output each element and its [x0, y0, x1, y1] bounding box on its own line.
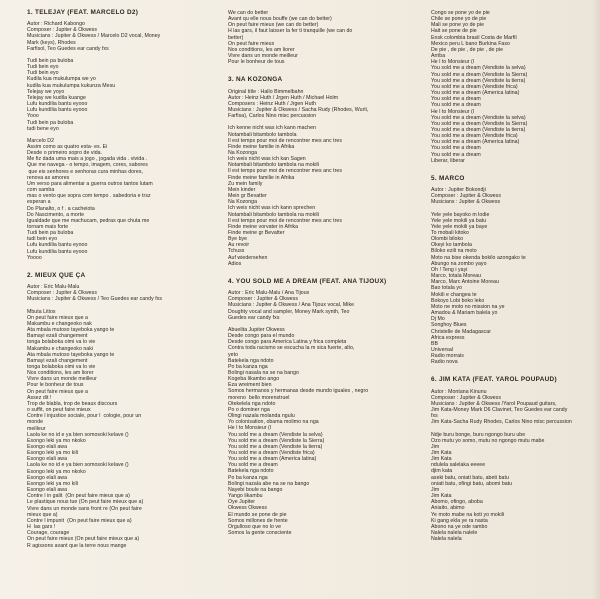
song-credits: [27, 21, 207, 52]
lyric-line: Jim Kata: [431, 456, 452, 463]
lyric-line: Tudi bein pa buloba: [27, 230, 74, 237]
lyric-line: You sold me a dream (Vendiste la tierra): [228, 443, 323, 450]
lyric-line: Esongo elali awa: [27, 474, 68, 481]
lyric-line: Desde congo para America Latina y frica completa: [228, 339, 347, 346]
lyric-line: Assim como as quatro esta- es. Ei: [27, 143, 108, 150]
song-title: 2. MIEUX QUE ÇA: [27, 271, 86, 279]
lyric-line: Tudi bein eyo: [27, 64, 59, 71]
lyric-line: Na Kozonga: [228, 149, 258, 156]
song-section: [27, 10, 207, 261]
lyric-line: Il est temps pour moi de rencontrer mes anc tres: [228, 168, 342, 175]
lyric-line: Ata mbala mutoso tayeboka yango te: [27, 327, 115, 334]
lyric-line: Batekela nga ndoto: [228, 357, 274, 364]
credit-line: Musicians : Jupiter & Okwess / Sacha Rudy (Rhodes, Wurli,: [228, 107, 369, 114]
lyric-line: meilleur: [27, 425, 46, 432]
lyric-line: Avant qu elle nous bouffe (we can do better): [228, 16, 332, 23]
lyric-line: You sold me a dream: [431, 102, 481, 109]
lyric-line: You sold me a dream (Vendiste la Sierra): [431, 120, 528, 127]
lyric-line: Po ba kanza nga: [228, 474, 268, 481]
lyric-line: Bokoyo Lobi boko leko: [431, 297, 485, 304]
lyric-line: You sold me a dream (Vendiste la tierra): [431, 126, 526, 133]
lyric-line: You sold me a dream (Vendiste la selva): [228, 431, 323, 438]
lyric-line: Le plastique nous tue (On peut faire mieux que a): [27, 499, 144, 506]
lyric-line: Lufu kundilia bantu eyooo: [27, 107, 88, 114]
lyric-line: tonga bolaboka oimi va lo vie: [27, 363, 96, 370]
lyric-line: On peut faire mieux que a: [27, 314, 88, 321]
credit-line: Composer : Jupiter & Okwess: [228, 296, 298, 303]
lyric-line: Okeyi ko tambola: [431, 242, 472, 249]
lyric-line: Laola ke no id e ya bien somosoki kelave (): [27, 462, 129, 469]
lyric-line: oniati batu, ofingi batu, abomi batu: [431, 480, 513, 487]
lyric-line: Otekelela nga ndoto: [228, 400, 276, 407]
credit-line: Autor : Jupiter Bokondji: [431, 187, 486, 194]
lyric-line: Kudila kua mukulumpa we yo: [27, 76, 96, 83]
lyric-line: Jim: [431, 486, 440, 493]
lyric-line: Dj Mo: [431, 316, 445, 323]
lyric-line: Au revoir: [228, 242, 250, 249]
lyric-line: Bye bye: [228, 236, 248, 243]
lyric-line: You sold me a dream: [431, 96, 481, 103]
lyric-line: You sold me a dream (Vendiste la Sierra): [431, 71, 528, 78]
lyric-line: Yo colonisation, obama molimo na nga: [228, 419, 319, 426]
lyric-line: Mokili e changea te: [431, 291, 477, 298]
song-credits: [27, 284, 207, 302]
lyric-line: Mbuta Litios: [27, 308, 56, 315]
lyric-line: Abono na ye ode rambo: [431, 523, 488, 530]
lyric-line: You sold me a dream (America latina): [431, 90, 520, 97]
lyric-line: Me fiz dada uma mais a jogo , jogada vida . vivida .: [27, 156, 148, 163]
lyric-line: Marcelo D2: [27, 137, 55, 144]
song-section: [27, 273, 207, 549]
lyric-line: You sold me a dream: [228, 462, 278, 469]
lyric-line: Moto na bise okenda bokilo azongako te: [431, 254, 526, 261]
lyric-line: Mein gr Bevatter: [228, 193, 267, 200]
credit-line: Composer : Jupiter & Okwess: [431, 193, 501, 200]
lyric-line: tudi bein eyo: [27, 236, 58, 243]
lyric-line: tonga bolaboka oimi va lo vie: [27, 339, 96, 346]
lyric-line: o suffit, on peut faire mieux: [27, 407, 91, 414]
song-title: 6. JIM KATA (FEAT. YAROL POUPAUD): [431, 376, 557, 384]
credit-line: Composer : Jupiter & Okwess: [431, 394, 501, 401]
lyric-line: H las gars !: [27, 524, 56, 531]
lyric-line: Que me navega - o tempo, imagem, cores, sabores: [27, 162, 148, 169]
lyric-line: Contra toda racismo se escucha la m sica fuerte, alto,: [228, 345, 355, 352]
lyric-line: Contre l impunit (On peut faire mieux que a): [27, 517, 132, 524]
lyric-line: Pour le bonheur de tous: [228, 59, 285, 66]
lyric-line: Contre l injustice sociale, pour l cologie, pour un: [27, 413, 142, 420]
lyric-line: Bamayi ezali changement: [27, 333, 88, 340]
lyric-line: djim kata: [431, 468, 453, 475]
song-section: [228, 10, 408, 65]
lyric-line: Ensk colombia brasil Costa de Marfil: [431, 34, 517, 41]
lyric-line: Nos conditions, les am liorer: [27, 370, 94, 377]
credit-line: Musicians : Jupiter & Okwess / Ana Tijoux vocal, Mike: [228, 302, 355, 309]
lyric-line: Tudi bein pa buloba: [27, 119, 74, 126]
lyric-line: Liberar, liberar: [431, 157, 465, 164]
lyric-line: To mobali kitoko: [431, 230, 469, 236]
lyric-line: Igualdade que me machucam, pedras que chuta me: [27, 217, 150, 224]
lyric-line: mas o vento que sopra com tempo . sabedoria e trsz: [27, 193, 151, 200]
lyric-line: You sold me a dream (America latina): [228, 456, 317, 463]
lyric-line: Makambu e changeoko nak: [27, 320, 92, 327]
lyric-line: Bolingi nazala abe na se na bango: [228, 480, 310, 487]
lyric-line: Ata mbala mutoso tayeboka yango te: [27, 351, 115, 358]
credit-line: Jim Kata-Sacha Rudy Rhodes, Carlos Nino misc percussion: [431, 419, 572, 426]
lyric-line: We can do better: [228, 10, 269, 16]
credit-line: Original title : Hallo Bimmelbahn: [228, 88, 304, 95]
lyric-line: Ich kenne nicht was ich kann machen: [228, 125, 316, 132]
credit-line: Composer : Jupiter & Okwess: [27, 290, 97, 297]
song-section: [228, 279, 408, 536]
lyric-line: Desde congo para el mundo: [228, 333, 295, 340]
lyric-line: Esongo leki ya mo nkoko: [27, 437, 86, 444]
lyric-line: Um verso para alimentar a guerra outros tantos lutam: [27, 180, 153, 187]
credit-line: Mark (keys), Rhodes: [27, 39, 76, 46]
lyric-line: Biloko ezili na moto: [431, 248, 477, 255]
lyric-line: Ki gang ekla ye ra nasta: [431, 517, 488, 524]
lyric-line: Bao totala yo: [431, 285, 462, 292]
lyric-line: You sold me a dream (Vendiste la selva): [431, 65, 526, 72]
lyric-line: BB: [431, 340, 439, 347]
lyric-line: Auf wiedersehen: [228, 254, 268, 261]
credit-line: Jim Kata-Money Mark D6 Clavinet, Teo Guedes ear candy: [431, 407, 568, 414]
credit-line: Autor : Eric Malu-Malu / Ana Tijoux: [228, 290, 310, 297]
song-title: 5. MARCO: [431, 174, 465, 182]
lyric-line: yeto: [228, 351, 239, 358]
lyric-line: moreno bello morenstruel: [228, 394, 290, 401]
lyric-line: renova as amores: [27, 174, 70, 181]
lyric-line: Batekela nga ndoto: [228, 468, 274, 475]
lyric-line: Makambu e changeoko naki: [27, 345, 94, 352]
lyric-line: Desde o primeiro sopro de vida.: [27, 150, 103, 157]
credit-line: Autor : Heinz Huth / Jrgen Huth / Michael Holm: [228, 94, 339, 101]
lyric-line: com samba: [27, 187, 55, 194]
song-section: [431, 377, 596, 542]
lyric-line: esperan a: [27, 199, 51, 206]
lyric-line: Marco, Marc Antoine Moreau: [431, 279, 499, 286]
lyric-line: Vivre dans un monde meilleur: [228, 53, 298, 60]
lyric-line: Yango likambu: [228, 493, 263, 500]
lyric-line: On peut faire mieux (we can do better): [228, 22, 319, 29]
credit-line: Musicians : Jupiter & Okwess / Marcelo D2 vocal, Money: [27, 33, 161, 40]
lyric-line: aseki batu, oniati batu, abeti batu: [431, 474, 509, 481]
lyric-line: Orgulloso que no lo ve: [228, 523, 282, 530]
lyric-line: He l to Monsieur (l: [431, 59, 475, 66]
lyric-line: Mexico peru L bano Burkina Faso: [431, 40, 510, 47]
lyric-line: Assez dit !: [27, 394, 52, 401]
lyric-line: Yele yele bayoko m lodie: [431, 211, 490, 218]
lyric-line: Nalela nalela nalele: [431, 530, 478, 537]
song-title: 1. TELEJAY (FEAT. MARCELO D2): [27, 9, 139, 16]
lyric-line: You sold me a dream (Vendiste frica): [228, 450, 315, 456]
lyric-line: Vivre dans un monde meilleur: [27, 376, 97, 383]
lyric-line: Yoooo: [27, 254, 42, 261]
song-section: [431, 10, 596, 164]
lyric-line: Somos la gente consciente: [228, 530, 292, 537]
column-middle: [228, 10, 408, 548]
lyric-line: Esongo elali awa: [27, 444, 68, 450]
lyric-line: Esongo elali awa: [27, 487, 68, 494]
lyric-line: Radio nova: [431, 359, 458, 366]
lyric-line: Esongo leki ya mo kili: [27, 480, 78, 487]
lyric-line: Okwess Okwess: [228, 505, 267, 512]
lyric-line: Jim Kata: [431, 450, 452, 456]
lyric-line: He l to Monsieur (l: [228, 425, 272, 432]
lyric-line: Moto ne moto no mission na ye: [431, 303, 505, 310]
lyric-line: Laola ke no id e ya bien somosoki kelave (): [27, 431, 129, 438]
lyric-line: Olingi nazala molanda ngulu: [228, 413, 295, 420]
lyric-line: You sold me a dream (Vendiste la Sierra): [228, 437, 325, 444]
lyric-line: kudila kua mukulumpa kukunza Mesu: [27, 82, 116, 89]
lyric-line: Christelle de Madagascar: [431, 328, 492, 335]
lyric-line: Mein kinder: [228, 186, 256, 193]
lyric-line: Arriba: [431, 53, 446, 60]
lyric-line: Trop de blabla, trop de beaux discours: [27, 400, 118, 407]
lyric-line: Esongo leki ya mo kili: [27, 450, 78, 457]
credit-line: Composer : Jupiter & Okwess: [27, 27, 97, 34]
credit-line: Autor : Eric Malu-Malu: [27, 284, 80, 291]
song-credits: [431, 187, 596, 205]
lyric-line: Africa express: [431, 334, 465, 341]
lyric-line: Yele yele mokili ya batu: [431, 217, 487, 224]
lyric-line: Notambali bitambolo tambola na mokili: [228, 211, 319, 218]
lyric-line: Lufu kundilia bantu eyooo: [27, 101, 88, 108]
lyric-line: Il est temps pour moi de rencontrer mes anc tres: [228, 217, 342, 224]
lyric-line: Il est temps pour moi de rencontrer mes anc tres: [228, 137, 342, 144]
credit-line: Farfisa), Carlos Nino misc percussion: [228, 113, 317, 120]
lyric-line: Finde meine familie in Afrika: [228, 174, 295, 181]
lyric-line: Marco, totala Moreau: [431, 273, 482, 280]
lyric-line: You sold me a dream (Vendiste la selva): [431, 114, 526, 121]
lyric-line: H las gars, il faut laisser la fer ti tranquille (we can do: [228, 28, 353, 35]
lyric-line: You sold me a dream (Vendiste la tierra): [431, 77, 526, 84]
credit-line: fxs: [431, 413, 438, 420]
lyric-line: Ich weis nicht was ich kan Sagen: [228, 156, 306, 163]
lyric-line: Hait se pone de pie: [431, 28, 477, 35]
lyric-line: Lufu kundilia bantu eyooo: [27, 248, 88, 255]
lyric-line: He l to Monsieur (l: [431, 108, 475, 115]
lyric-line: Zu mein family: [228, 180, 263, 187]
credit-line: Composers : Heinz Huth / Jrgen Huth: [228, 100, 316, 107]
lyric-line: Tudi bein eyo: [27, 70, 59, 77]
sleeve-edge: [592, 0, 600, 599]
lyric-line: Notambali bitambolo tambola na mokili: [228, 162, 319, 169]
lyric-line: You sold me a dream (Vendiste frica): [431, 83, 518, 90]
lyric-line: Pour le bonheur de tous: [27, 382, 84, 389]
song-credits: [228, 290, 408, 321]
song-section: [228, 77, 408, 267]
lyric-line: Yooo: [27, 113, 39, 120]
lyric-line: Adios: [228, 260, 242, 267]
lyric-line: Chile se pone yo de pie: [431, 16, 487, 23]
lyric-line: You sold me a dream: [431, 151, 481, 158]
lyric-line: que eis senhores e senhoras cura minhas dores,: [27, 168, 143, 175]
column-right: [431, 10, 596, 554]
credit-line: Autor : Montana Kinunu: [431, 388, 487, 395]
credit-line: Musicians : Jupiter & Okwess / Teo Guedes ear candy fxs: [27, 296, 162, 303]
credit-line: Autor : Richard Kabongo: [27, 21, 85, 28]
lyric-line: Oh ! Teng i yayi: [431, 266, 468, 273]
lyric-line: monde: [27, 419, 44, 426]
lyric-line: Courage, courage: [27, 530, 70, 537]
lyric-line: Eza wreiment bien: [228, 382, 272, 389]
lyric-line: Jim Kata: [431, 493, 452, 500]
lyric-line: Jim: [431, 443, 440, 450]
lyric-line: better): [228, 34, 244, 41]
credit-line: Musicians : Jupiter & Okwess: [431, 199, 501, 206]
lyric-line: Nos conditions, les am liorer: [228, 46, 295, 53]
lyric-line: Ozo mutu yo somo, mutu no ngongo mutu mabe: [431, 437, 545, 444]
lyric-line: Bolingi nasala na se na bango: [228, 369, 299, 376]
lyric-line: Tchuss: [228, 248, 245, 255]
lyric-line: Aniaito, abimo: [431, 505, 465, 512]
lyric-line: Do Planalto, o f . a cacheiota: [27, 205, 95, 212]
column-left: [27, 10, 207, 561]
lyric-line: tudi bene eyo: [27, 125, 59, 132]
lyric-line: Abungo na zombo yayo: [431, 260, 487, 267]
lyric-line: Finde meine vorvater in Afrika: [228, 223, 299, 230]
lyric-line: Abuelita Jupiter Okwess: [228, 326, 285, 333]
lyric-line: ndulela salelaka eeeee: [431, 462, 486, 469]
lyric-line: Notambali bitambolo tambola: [228, 131, 297, 138]
lyric-line: R agissons avant que la terre nous mange: [27, 542, 127, 549]
lyric-line: tornam mais forte: [27, 224, 69, 230]
lyric-line: Finde meine familie in Afrika: [228, 143, 295, 150]
credit-line: Musicians : Jupiter & Okwess /Yarol Poupaud guitars,: [431, 400, 557, 407]
lyric-line: On peut faire mieux: [228, 40, 275, 47]
lyric-line: Somos millones de frente: [228, 517, 288, 524]
lyric-line: Finde meine gr Bevatter: [228, 230, 285, 236]
lyric-line: Tudi bein pa buloba: [27, 57, 74, 64]
lyric-line: You sold me a dream (America latina): [431, 139, 520, 146]
credit-line: Doughty vocal and sampler, Money Mark synth, Teo: [228, 308, 350, 315]
lyric-line: Lufu kundilia bantu eyooo: [27, 242, 88, 249]
lyric-line: Songhoy Blues: [431, 322, 467, 329]
lyric-line: Radio morrais: [431, 353, 464, 360]
lyric-line: Po ba kanza nga: [228, 363, 268, 370]
lyric-line: Universal: [431, 346, 454, 353]
lyric-line: You sold me a dream (Vendiste frica): [431, 133, 518, 140]
lyric-line: Nayebi boule na bango: [228, 486, 283, 493]
lyric-line: Somos hermanos y hermanas desde mundo iguales , negro: [228, 388, 369, 395]
song-credits: [431, 389, 596, 426]
lyric-line: Na Kozonga: [228, 199, 258, 206]
lyric-line: Do Nascimento, a morte: [27, 211, 85, 218]
lyric-line: Ye moto mabe na koti yo mokili: [431, 511, 505, 518]
lyric-line: Oye Jupiter: [228, 499, 256, 506]
lyric-line: Esongo leki ya mo nkoko: [27, 468, 86, 475]
lyric-line: Nalela nalela: [431, 536, 462, 543]
lyric-line: Congo se pone yo de pie: [431, 10, 490, 16]
lyric-line: Telejay we yoyo: [27, 88, 65, 95]
lyric-line: Po o dominer nga: [228, 406, 270, 413]
lyric-line: You sold me a dream: [431, 145, 481, 152]
lyric-line: Olombi biloko: [431, 236, 464, 243]
lyric-line: On peut faire mieux que a: [27, 388, 88, 395]
lyric-line: Mali se pone yo de pie: [431, 22, 485, 29]
lyric-line: Ich weis nicht was ich kann sprechen: [228, 205, 316, 212]
lyric-line: Ndje buru bonge, buru ngongo buru ube: [431, 431, 526, 438]
lyric-line: On peut faire mieux (On peut faire mieux que a): [27, 536, 140, 543]
lyric-line: Yele yele mokili ya baye: [431, 223, 488, 230]
lyric-line: El mundo se pone de pie: [228, 511, 287, 518]
lyric-line: Telejay we kudila kuange: [27, 94, 86, 101]
song-credits: [228, 89, 408, 120]
song-title: 3. NA KOZONGA: [228, 76, 283, 84]
lyric-line: Esongo elali awa: [27, 456, 68, 463]
song-title: 4. YOU SOLD ME A DREAM (FEAT. ANA TIJOUX): [228, 277, 387, 285]
lyric-line: mieux que a): [27, 511, 58, 518]
lyric-line: Vivre dans un monde sans front re (On peut faire: [27, 505, 142, 512]
lyric-line: Bamayi ezali changement: [27, 357, 88, 364]
lyric-line: Abomo, ofingo, aboba: [431, 499, 483, 506]
lyric-line: Kogeba likambo ango: [228, 376, 280, 383]
song-section: [431, 176, 596, 366]
lyric-line: Contre l in galit (On peut faire mieux que a): [27, 493, 130, 500]
lyric-line: De pie , de pie , de pie , de pie: [431, 46, 504, 53]
credit-line: Farfisol, Teo Guedes ear candy fxs: [27, 45, 109, 52]
credit-line: Guedes ear candy fxs: [228, 314, 280, 321]
lyric-line: Amadou & Mariam balela yo: [431, 310, 498, 317]
